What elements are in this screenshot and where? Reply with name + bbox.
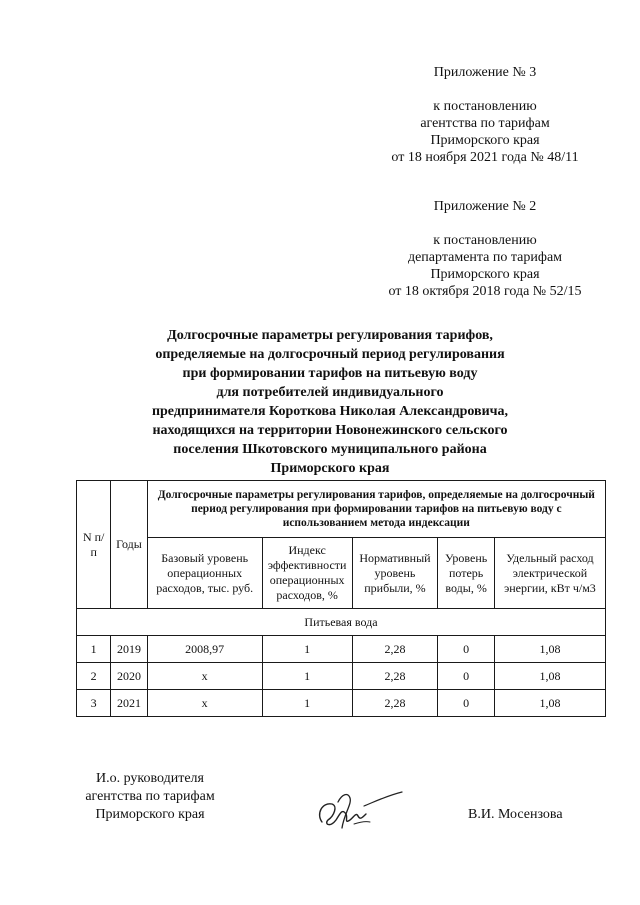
appendix-3-line-4: от 18 ноября 2021 года № 48/11 — [391, 150, 579, 165]
cell-efficiency-index: 1 — [262, 663, 352, 690]
handwritten-signature — [308, 784, 408, 834]
table-header-row — [77, 481, 606, 538]
signatory-position-line-2: агентства по тарифам — [85, 789, 215, 804]
column-header-year: Годы — [111, 481, 147, 609]
cell-base-costs: х — [147, 690, 262, 717]
column-group-header: Долгосрочные параметры регулирования тарифов, определяемые на долгосрочный период регулирования при формировании тарифов на питьевую воду с использованием метода индексации — [147, 481, 605, 538]
title-line-5: предпринимателя Короткова Николая Александровича, — [151, 404, 509, 419]
table-subheader-row — [77, 538, 606, 609]
cell-water-loss: 0 — [438, 636, 495, 663]
title-line-3: при формировании тарифов на питьевую воду — [182, 366, 478, 381]
appendix-2-line-2: департамента по тарифам — [407, 250, 563, 265]
cell-year: 2021 — [111, 690, 147, 717]
column-header-energy-consumption: Удельный расход электрической энергии, кВт ч/м3 — [494, 538, 605, 609]
column-header-number: N п/п — [77, 481, 111, 609]
column-header-profit-level: Нормативный уровень прибыли, % — [352, 538, 438, 609]
cell-base-costs: х — [147, 663, 262, 690]
table-row — [77, 636, 606, 663]
cell-efficiency-index: 1 — [262, 690, 352, 717]
signatory-position-line-1: И.о. руководителя — [95, 771, 204, 786]
cell-year: 2020 — [111, 663, 147, 690]
column-header-base-costs: Базовый уровень операционных расходов, тыс. руб. — [147, 538, 262, 609]
cell-energy-consumption: 1,08 — [494, 636, 605, 663]
table-section-row — [77, 609, 606, 636]
cell-number: 2 — [77, 663, 111, 690]
cell-profit-level: 2,28 — [352, 690, 438, 717]
cell-energy-consumption: 1,08 — [494, 663, 605, 690]
appendix-3-line-2: агентства по тарифам — [420, 116, 550, 131]
column-header-efficiency-index: Индекс эффективности операционных расходов, % — [262, 538, 352, 609]
title-line-2: определяемые на долгосрочный период регулирования — [155, 347, 505, 362]
appendix-3-line-1: к постановлению — [433, 99, 537, 114]
appendix-3-line-3: Приморского края — [430, 133, 540, 148]
appendix-2-heading: Приложение № 2 — [433, 199, 537, 214]
cell-number: 3 — [77, 690, 111, 717]
table-row — [77, 663, 606, 690]
parameters-table — [76, 480, 606, 717]
appendix-2-header — [360, 198, 610, 300]
signatory-name: В.И. Мосензова — [468, 807, 563, 822]
cell-energy-consumption: 1,08 — [494, 690, 605, 717]
title-line-8: Приморского края — [270, 461, 390, 476]
appendix-3-heading: Приложение № 3 — [433, 65, 537, 80]
cell-profit-level: 2,28 — [352, 636, 438, 663]
cell-water-loss: 0 — [438, 690, 495, 717]
section-label-drinking-water: Питьевая вода — [77, 609, 606, 636]
title-line-7: поселения Шкотовского муниципального района — [173, 442, 487, 457]
cell-number: 1 — [77, 636, 111, 663]
cell-profit-level: 2,28 — [352, 663, 438, 690]
appendix-2-line-3: Приморского края — [430, 267, 540, 282]
title-line-6: находящихся на территории Новонежинского сельского — [152, 423, 508, 438]
title-line-4: для потребителей индивидуального — [216, 385, 444, 400]
cell-base-costs: 2008,97 — [147, 636, 262, 663]
cell-water-loss: 0 — [438, 663, 495, 690]
signatory-position-line-3: Приморского края — [95, 807, 205, 822]
column-header-water-loss: Уровень потерь воды, % — [438, 538, 495, 609]
appendix-2-line-4: от 18 октября 2018 года № 52/15 — [388, 284, 582, 299]
appendix-2-line-1: к постановлению — [433, 233, 537, 248]
cell-year: 2019 — [111, 636, 147, 663]
table-row — [77, 690, 606, 717]
title-line-1: Долгосрочные параметры регулирования тарифов, — [167, 328, 493, 343]
cell-efficiency-index: 1 — [262, 636, 352, 663]
appendix-3-header — [360, 64, 610, 166]
document-title — [90, 326, 570, 478]
signatory-position — [60, 770, 240, 824]
